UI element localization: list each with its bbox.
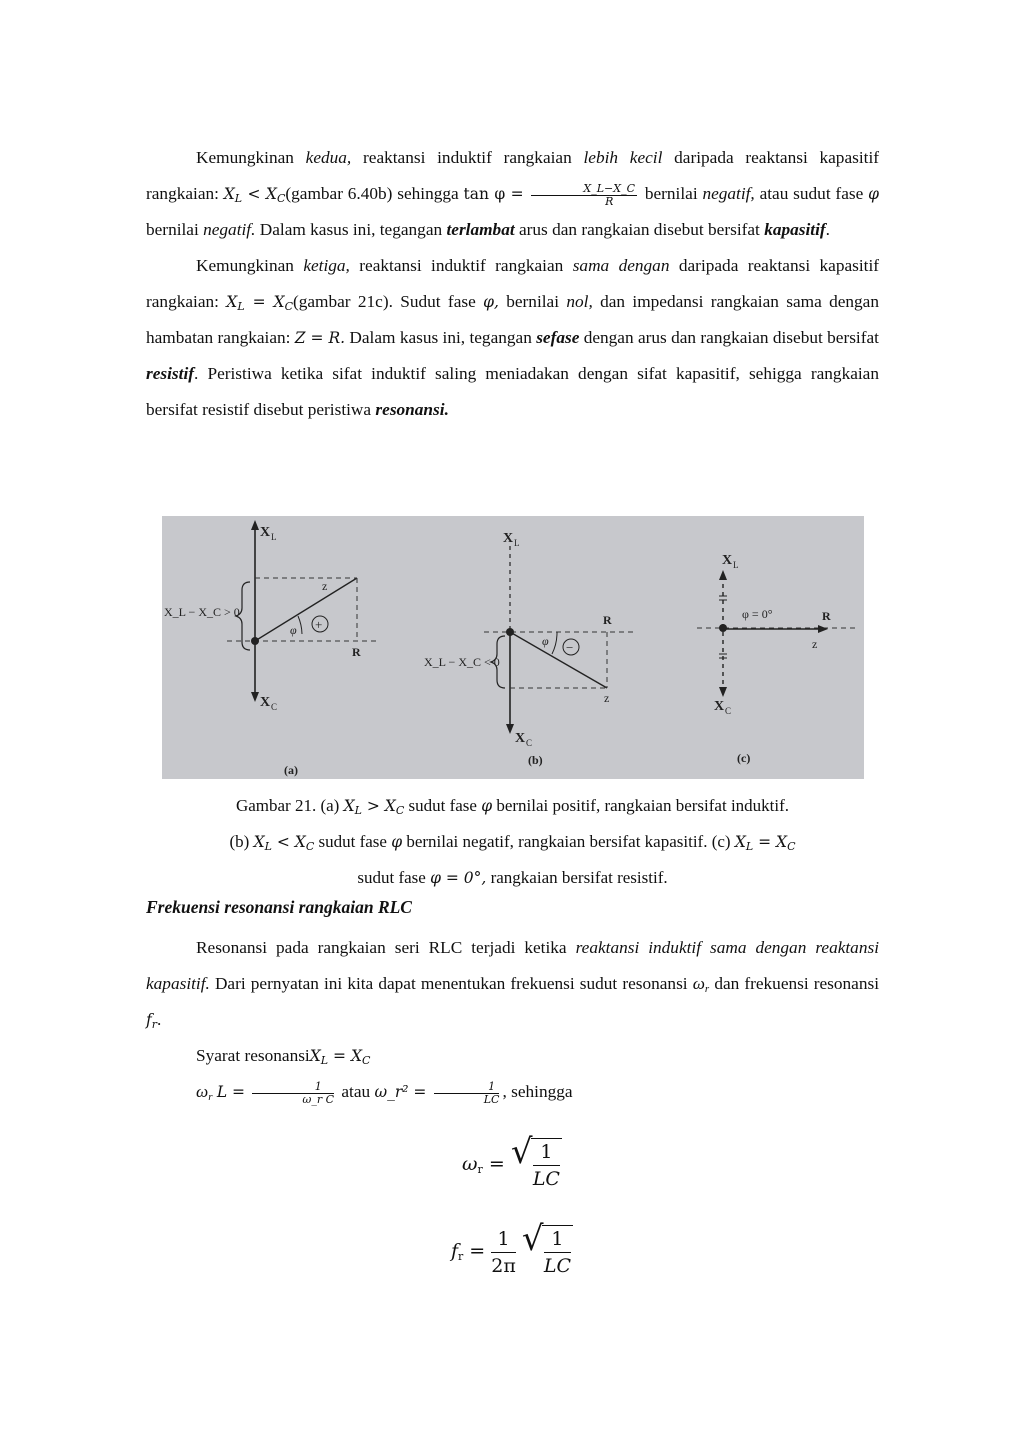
emphasis: ketiga,: [303, 256, 350, 275]
text-block-2: [146, 930, 879, 1110]
label-xl: X: [260, 525, 271, 540]
text: bernilai: [506, 292, 560, 311]
section-heading: Frekuensi resonansi rangkaian RLC: [146, 897, 412, 917]
text: .: [825, 220, 830, 239]
label-sub: C: [271, 702, 278, 712]
fraction: [491, 1226, 516, 1279]
text: arus dan rangkaian disebut bersifat: [518, 220, 760, 239]
label-c: (c): [737, 751, 751, 765]
text: sudut fase: [408, 796, 477, 815]
equation-omega-r: [0, 1132, 1024, 1192]
text: sudut fase: [357, 868, 426, 887]
math-tan: tan φ =: [463, 185, 524, 203]
math-fraction: $\frac{X\_L-X\_C}{R}$: [531, 183, 637, 208]
text: sudut fase: [318, 832, 387, 851]
math-inequality: $X_L < X_C$: [223, 185, 286, 205]
text: , sehingga: [502, 1082, 573, 1101]
math: $X_L = X_C$: [734, 833, 796, 853]
label-a: (a): [284, 763, 298, 777]
text: ω: [462, 1153, 478, 1175]
text: daripada reaktansi kapasitif rangkaian:: [146, 256, 880, 311]
text: =: [488, 1153, 505, 1175]
text: 1: [434, 1081, 500, 1094]
label-sub: L: [514, 538, 520, 548]
text-block-1: [146, 140, 879, 428]
label-sub: C: [725, 706, 732, 716]
caption-line-3: [146, 860, 879, 896]
math-fr: [146, 1011, 157, 1029]
math: $X_L < X_C$: [253, 833, 315, 853]
label-xl: X: [722, 553, 733, 568]
text: bernilai: [644, 184, 698, 203]
text: dan impedansi rangkaian sama dengan hambatan rangkaian:: [146, 292, 879, 347]
label-b: (b): [528, 753, 543, 767]
text: reaktansi induktif rangkaian: [363, 148, 572, 167]
math-phi: φ: [391, 833, 403, 851]
text: 1: [491, 1226, 516, 1253]
math: ω_r² =: [374, 1083, 427, 1101]
emphasis: sama dengan: [572, 256, 670, 275]
text: 1: [252, 1081, 334, 1094]
phasor-figure: [162, 516, 864, 779]
label-z: z: [604, 691, 610, 705]
emphasis: kedua,: [305, 148, 352, 167]
text: (b): [229, 832, 250, 851]
text: r: [477, 1163, 483, 1176]
text: r: [208, 1091, 213, 1103]
label-diff: X_L − X_C < 0: [424, 655, 500, 669]
bold-term: kapasitif: [764, 220, 826, 239]
text: Dari pernyatan ini kita dapat menentukan frekuensi sudut resonansi: [214, 974, 688, 993]
text: ω: [692, 974, 705, 993]
text: bernilai positif, rangkaian bersifat induktif.: [496, 796, 790, 815]
text: r: [704, 983, 710, 995]
text: LC: [483, 1092, 500, 1106]
text: Dalam kasus ini, tegangan: [349, 328, 532, 347]
text: LC: [532, 1168, 560, 1190]
math: φ = 0°,: [430, 869, 487, 887]
text: (gambar 21c). Sudut fase: [292, 292, 476, 311]
math-phi: φ,: [483, 293, 499, 311]
caption-line-2: [146, 824, 879, 860]
label-phi: φ: [290, 623, 297, 637]
text: atau: [341, 1082, 371, 1101]
text: 1: [533, 1139, 560, 1166]
label-diff: X_L − X_C > 0: [164, 605, 240, 619]
text: bernilai: [146, 220, 199, 239]
figure-caption: [146, 788, 879, 896]
math-fraction: [252, 1081, 334, 1106]
math: $X_L = X_C$: [309, 1047, 371, 1067]
label-xl: X: [503, 531, 514, 546]
paragraph-kedua: [146, 140, 879, 248]
square-root: √ $\frac{1}{LC}$: [510, 1132, 560, 1190]
paragraph-resonansi: [146, 930, 879, 1038]
label-sign: +: [315, 617, 323, 632]
label-r: R: [822, 609, 831, 623]
label-sub: L: [271, 532, 277, 542]
math: $X_L > X_C$: [343, 797, 405, 817]
label-r: R: [352, 645, 361, 659]
paragraph-ketiga: [146, 248, 879, 428]
label-sign: −: [566, 640, 574, 655]
label-r: R: [603, 613, 612, 627]
phasor-diagram-b: [424, 531, 637, 767]
text: Syarat resonansi: [196, 1046, 310, 1065]
bold-term: sefase: [536, 328, 580, 347]
label-sub: C: [526, 738, 533, 748]
phasor-diagram-a: [164, 520, 377, 777]
math-omega: [196, 1082, 212, 1101]
text: f: [450, 1240, 458, 1262]
text: rangkaian bersifat resistif.: [490, 868, 668, 887]
label-sub: L: [733, 560, 739, 570]
label-z: z: [322, 579, 328, 593]
bold-term: terlambat: [446, 220, 515, 239]
text: f: [146, 1011, 152, 1029]
text: dengan arus dan rangkaian disebut bersifat: [583, 328, 879, 347]
bold-term: resonansi.: [375, 400, 449, 419]
text: Kemungkinan: [196, 256, 294, 275]
text: reaktansi induktif rangkaian: [359, 256, 564, 275]
label-phi-zero: φ = 0°: [742, 607, 773, 621]
label-z: z: [812, 637, 818, 651]
text: daripada reaktansi kapasitif rangkaian:: [146, 148, 880, 203]
text: Resonansi pada rangkaian seri RLC terjadi ketika: [196, 938, 567, 957]
math: L =: [216, 1083, 246, 1101]
caption-line-1: [146, 788, 879, 824]
math-phi: φ: [868, 185, 879, 203]
text: bernilai negatif, rangkaian bersifat kapasitif. (c): [406, 832, 731, 851]
derivation-line: [146, 1074, 879, 1110]
equation-f-r: [0, 1219, 1024, 1279]
text: Dalam kasus ini, tegangan: [259, 220, 443, 239]
text: .: [157, 1010, 162, 1029]
text: 2π: [491, 1254, 516, 1277]
text: r: [151, 1018, 158, 1031]
label-xc: X: [515, 731, 526, 746]
label-phi: φ: [542, 634, 549, 648]
math-omega: [693, 974, 709, 993]
syarat-line: [146, 1038, 879, 1074]
label-xc: X: [260, 695, 271, 710]
emphasis: negatif,: [702, 184, 755, 203]
square-root: √ $\frac{1}{LC}$: [521, 1219, 572, 1277]
math-phi: φ: [481, 797, 493, 815]
text: r: [457, 1250, 464, 1263]
math-z-equals-r: Z = R.: [294, 329, 346, 347]
emphasis: nol,: [566, 292, 593, 311]
text: Kemungkinan: [196, 148, 294, 167]
label-xc: X: [714, 699, 725, 714]
text: LC: [543, 1255, 572, 1277]
text: ω: [196, 1082, 209, 1101]
text: atau sudut fase: [759, 184, 864, 203]
text: ω_r C: [302, 1092, 335, 1106]
text: dan frekuensi resonansi: [714, 974, 880, 993]
text: 1: [544, 1226, 571, 1253]
math-equality: $X_L = X_C$: [226, 293, 293, 313]
bold-term: resistif: [146, 364, 195, 383]
emphasis: lebih kecil: [583, 148, 663, 167]
text: (gambar 6.40b) sehingga: [285, 184, 459, 203]
emphasis: reaktansi induktif sama dengan reaktansi kapasitif.: [146, 938, 879, 993]
phasor-diagram-c: [697, 553, 857, 765]
math-fraction: [434, 1081, 500, 1106]
text: . Peristiwa ketika sifat induktif saling meniadakan dengan sifat kapasitif, sehigga rangkaian bersifat resistif disebut peristiwa: [146, 364, 879, 419]
text: =: [469, 1240, 486, 1262]
text: Gambar 21. (a): [235, 796, 340, 815]
emphasis: negatif.: [203, 220, 256, 239]
